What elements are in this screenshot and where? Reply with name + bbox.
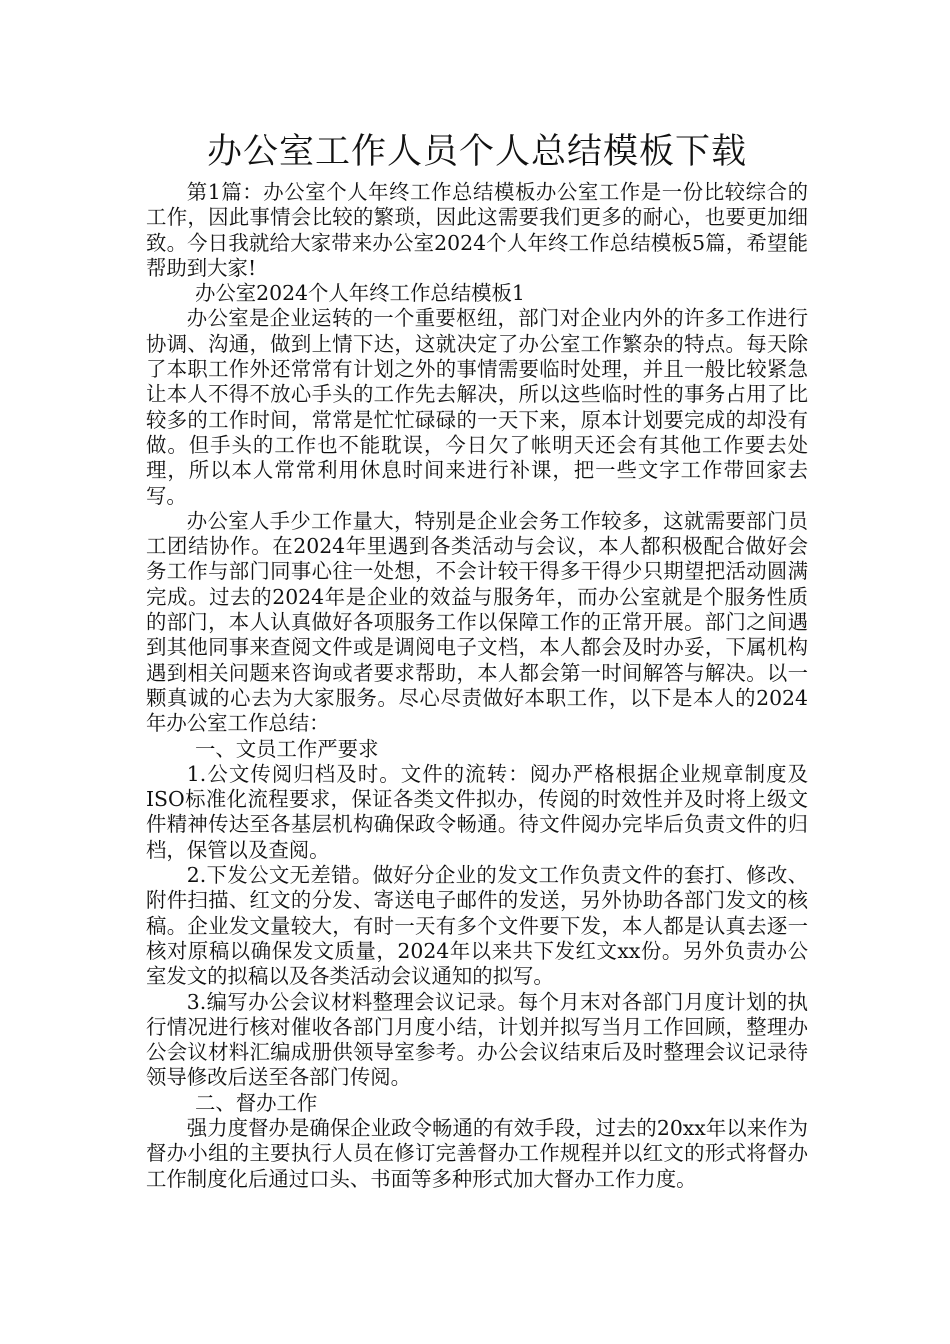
document-page <box>146 124 808 1192</box>
body-paragraph: 办公室是企业运转的一个重要枢纽，部门对企业内外的许多工作进行协调、沟通，做到上情下达，这就决定了办公室工作繁杂的特点。每天除了本职工作外还常常有计划之外的事情需要临时处理，并且一般比较紧急让本人不得不放心手头的工作先去解决，所以这些临时性的事务占用了比较多的工作时间，常常是忙忙碌碌的一天下来，原本计划要完成的却没有做。但手头的工作也不能耽误，今日欠了帐明天还会有其他工作要去处理，所以本人常常利用休息时间来进行补课，把一些文字工作带回家去写。 <box>146 306 808 508</box>
section-heading-supervision: 二、督办工作 <box>194 1090 318 1115</box>
section-heading-template-1: 办公室2024个人年终工作总结模板1 <box>194 281 525 306</box>
document-title: 办公室工作人员个人总结模板下载 <box>206 132 747 172</box>
body-paragraph: 强力度督办是确保企业政令畅通的有效手段，过去的20xx年以来作为督办小组的主要执行人员在修订完善督办工作规程并以红文的形式将督办工作制度化后通过口头、书面等多种形式加大督办工作力度。 <box>146 1115 808 1191</box>
list-paragraph-2: 2.下发公文无差错。做好分企业的发文工作负责文件的套打、修改、附件扫描、红文的分发、寄送电子邮件的发送，另外协助各部门发文的核稿。企业发文量较大，有时一天有多个文件要下发，本人都是认真去逐一核对原稿以确保发文质量，2024年以来共下发红文xx份。另外负责办公室发文的拟稿以及各类活动会议通知的拟写。 <box>146 863 808 989</box>
body-paragraph: 办公室人手少工作量大，特别是企业会务工作较多，这就需要部门员工团结协作。在2024年里遇到各类活动与会议，本人都积极配合做好会务工作与部门同事心往一处想，不会计较干得多干得少只期望把活动圆满完成。过去的2024年是企业的效益与服务年，而办公室就是个服务性质的部门，本人认真做好各项服务工作以保障工作的正常开展。部门之间遇到其他同事来查阅文件或是调阅电子文档，本人都会及时办妥，下属机构遇到相关问题来咨询或者要求帮助，本人都会第一时间解答与解决。以一颗真诚的心去为大家服务。尽心尽责做好本职工作，以下是本人的2024年办公室工作总结： <box>146 508 808 736</box>
section-heading-clerical-work: 一、文员工作严要求 <box>194 736 379 761</box>
list-paragraph-3: 3.编写办公会议材料整理会议记录。每个月末对各部门月度计划的执行情况进行核对催收各部门月度小结，计划并拟写当月工作回顾，整理办公会议材料汇编成册供领导室参考。办公会议结束后及时整理会议记录待领导修改后送至各部门传阅。 <box>146 989 808 1090</box>
list-paragraph-1: 1.公文传阅归档及时。文件的流转：阅办严格根据企业规章制度及ISO标准化流程要求，保证各类文件拟办，传阅的时效性并及时将上级文件精神传达至各基层机构确保政令畅通。待文件阅办完毕后负责文件的归档，保管以及查阅。 <box>146 761 808 862</box>
intro-paragraph: 第1篇：办公室个人年终工作总结模板办公室工作是一份比较综合的工作，因此事情会比较的繁琐，因此这需要我们更多的耐心，也要更加细致。今日我就给大家带来办公室2024个人年终工作总结模板5篇，希望能帮助到大家! <box>146 180 808 280</box>
